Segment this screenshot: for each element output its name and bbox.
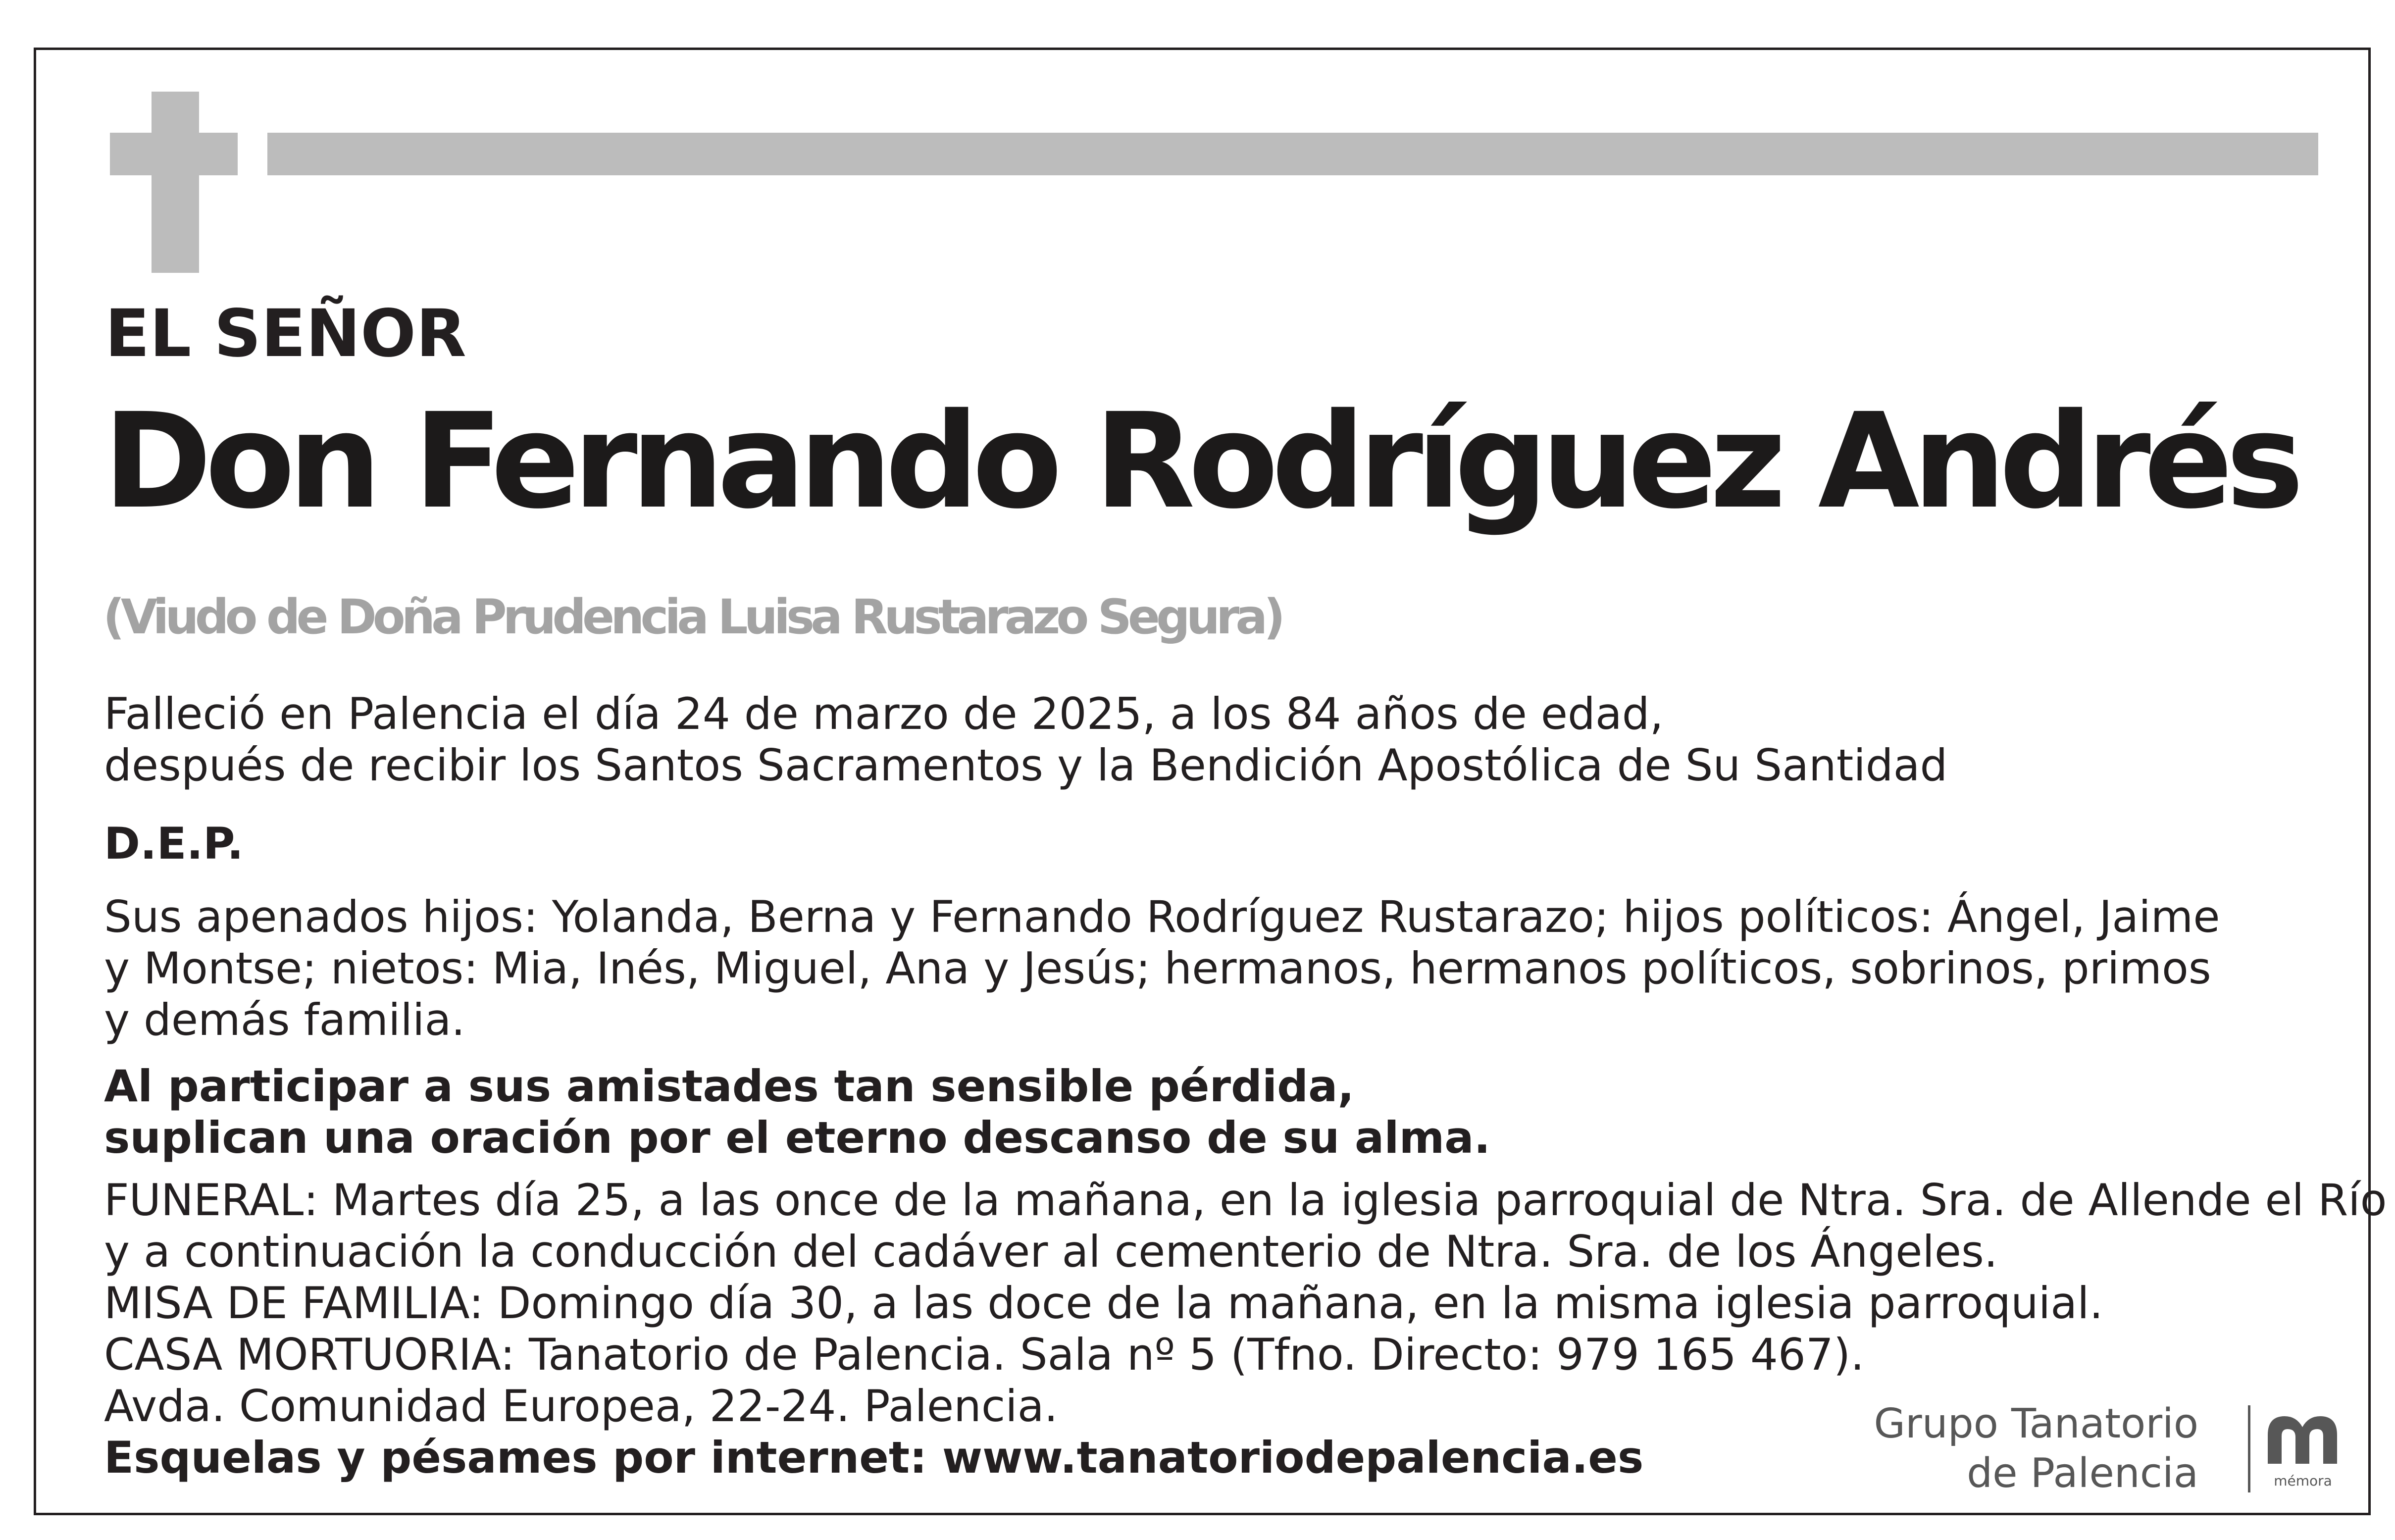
service-line-2: y a continuación la conducción del cadáver al cementerio de Ntra. Sra. de los Ángeles. xyxy=(104,1226,1998,1277)
cross-icon-vertical xyxy=(152,92,199,273)
death-line-1: Falleció en Palencia el día 24 de marzo de 2025, a los 84 años de edad, xyxy=(104,688,1664,739)
cross-icon-horizontal xyxy=(110,133,238,175)
death-line-2: después de recibir los Santos Sacramentos y la Bendición Apostólica de Su Santidad xyxy=(104,740,1948,791)
service-line-4: CASA MORTUORIA: Tanatorio de Palencia. Sala nº 5 (Tfno. Directo: 979 165 467). xyxy=(104,1329,1865,1380)
logo-divider xyxy=(2248,1405,2250,1492)
memora-m-icon xyxy=(2263,1409,2342,1469)
rip-text: D.E.P. xyxy=(104,818,244,869)
logo-line-2: de Palencia xyxy=(1967,1450,2198,1497)
family-line-2: y Montse; nietos: Mia, Inés, Miguel, Ana y Jesús; hermanos, hermanos políticos, sobrinos, primos xyxy=(104,943,2211,994)
logo-text xyxy=(1874,1399,2198,1498)
company-logo xyxy=(1862,1399,2347,1498)
family-line-1: Sus apenados hijos: Yolanda, Berna y Fernando Rodríguez Rustarazo; hijos políticos: Ángel, Jaime xyxy=(104,891,2220,942)
prayer-line-2: suplican una oración por el eterno descanso de su alma. xyxy=(104,1112,1491,1163)
brand-name: mémora xyxy=(2274,1473,2332,1489)
service-line-5: Avda. Comunidad Europea, 22-24. Palencia. xyxy=(104,1381,1058,1432)
family-line-3: y demás familia. xyxy=(104,994,465,1045)
logo-line-1: Grupo Tanatorio xyxy=(1874,1400,2198,1447)
service-line-1: FUNERAL: Martes día 25, a las once de la mañana, en la iglesia parroquial de Ntra. Sra. de Allende el Río xyxy=(104,1175,2387,1226)
widower-note: (Viudo de Doña Prudencia Luisa Rustarazo Segura) xyxy=(103,589,1282,645)
web-line: Esquelas y pésames por internet: www.tanatoriodepalencia.es xyxy=(104,1432,1644,1483)
deceased-name: Don Fernando Rodríguez Andrés xyxy=(103,385,2297,538)
service-line-3: MISA DE FAMILIA: Domingo día 30, a las doce de la mañana, en la misma iglesia parroquial. xyxy=(104,1278,2103,1329)
header-rule xyxy=(267,133,2318,175)
honorific: EL SEÑOR xyxy=(105,296,466,372)
prayer-line-1: Al participar a sus amistades tan sensible pérdida, xyxy=(104,1061,1354,1112)
